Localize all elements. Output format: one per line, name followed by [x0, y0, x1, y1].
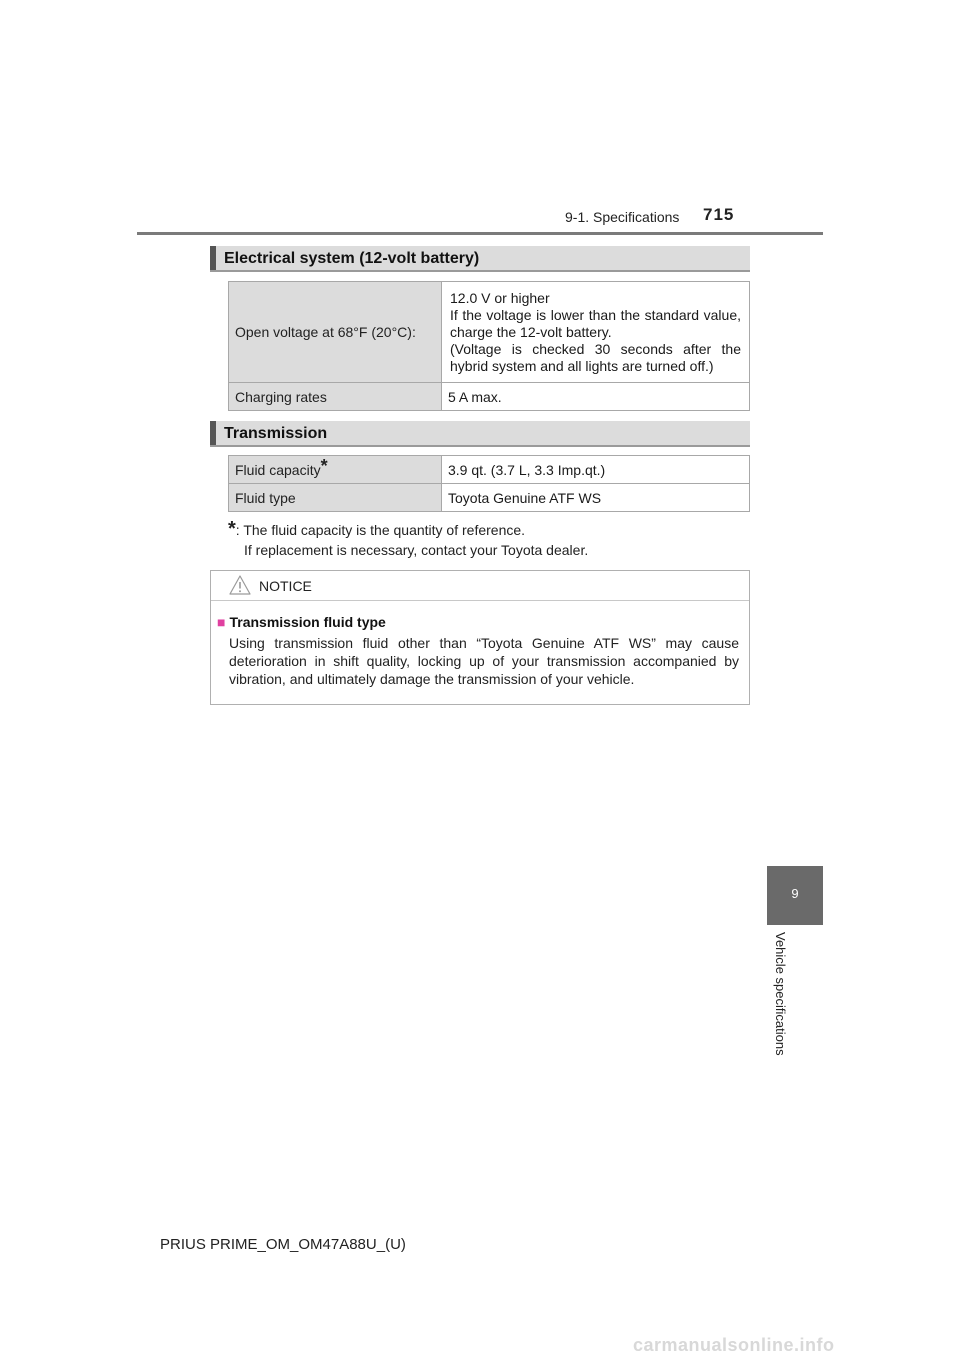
fluid-capacity-value: 3.9 qt. (3.7 L, 3.3 Imp.qt.): [442, 456, 750, 484]
notice-title-text: Transmission fluid type: [229, 614, 386, 630]
page-number: 715: [703, 205, 735, 224]
square-bullet-icon: ■: [217, 614, 226, 630]
fluid-capacity-label: [229, 456, 442, 484]
electrical-heading-text: Electrical system (12-volt battery): [224, 250, 480, 267]
footnote-line-1: [228, 519, 588, 540]
table-row: [229, 484, 750, 512]
charging-rates-label: Charging rates: [229, 383, 442, 411]
table-row: [229, 282, 750, 383]
table-row: [229, 456, 750, 484]
footnote-marker: *: [320, 455, 328, 476]
chapter-label: [772, 932, 790, 1072]
notice-box: [210, 570, 750, 705]
transmission-heading: [210, 421, 750, 447]
watermark: carmanualsonline.info: [633, 1335, 835, 1355]
voltage-line-2: If the voltage is lower than the standard value, charge the 12-volt battery.: [450, 306, 741, 340]
transmission-table: [228, 455, 750, 512]
fluid-type-value: Toyota Genuine ATF WS: [442, 484, 750, 512]
notice-title: [217, 614, 386, 630]
footnote-text-1: : The fluid capacity is the quantity of reference.: [235, 522, 526, 538]
notice-body: Using transmission fluid other than “Toyota Genuine ATF WS” may cause deterioration in shift quality, locking up of your transmission accompanied by vibration, and ultimately damage the transmission of your vehicle.: [229, 635, 739, 687]
heading-bar: [210, 246, 216, 270]
fluid-type-label: Fluid type: [229, 484, 442, 512]
warning-icon: [229, 575, 251, 595]
footnote: [228, 519, 588, 560]
notice-label: NOTICE: [259, 578, 312, 594]
electrical-table: [228, 281, 750, 411]
fluid-capacity-label-text: Fluid capacity: [235, 461, 321, 478]
table-row: [229, 383, 750, 411]
voltage-line-1: 12.0 V or higher: [450, 289, 550, 306]
notice-header: [211, 571, 749, 601]
document-id: PRIUS PRIME_OM_OM47A88U_(U): [160, 1236, 406, 1253]
transmission-heading-text: Transmission: [224, 425, 328, 442]
footnote-star: *: [228, 518, 236, 540]
footnote-line-2: If replacement is necessary, contact your Toyota dealer.: [244, 542, 589, 558]
voltage-line-3: (Voltage is checked 30 seconds after the hybrid system and all lights are turned off.): [450, 340, 741, 374]
charging-rates-value: 5 A max.: [442, 383, 750, 411]
chapter-tab: [767, 866, 823, 925]
chapter-label-text: Vehicle specifications: [773, 932, 788, 1056]
open-voltage-label: Open voltage at 68°F (20°C):: [229, 282, 442, 383]
header-divider: [137, 232, 823, 235]
chapter-number: 9: [791, 886, 799, 901]
open-voltage-value: [442, 282, 750, 383]
section-title: 9-1. Specifications: [565, 209, 680, 225]
electrical-heading: [210, 246, 750, 272]
heading-bar: [210, 421, 216, 445]
